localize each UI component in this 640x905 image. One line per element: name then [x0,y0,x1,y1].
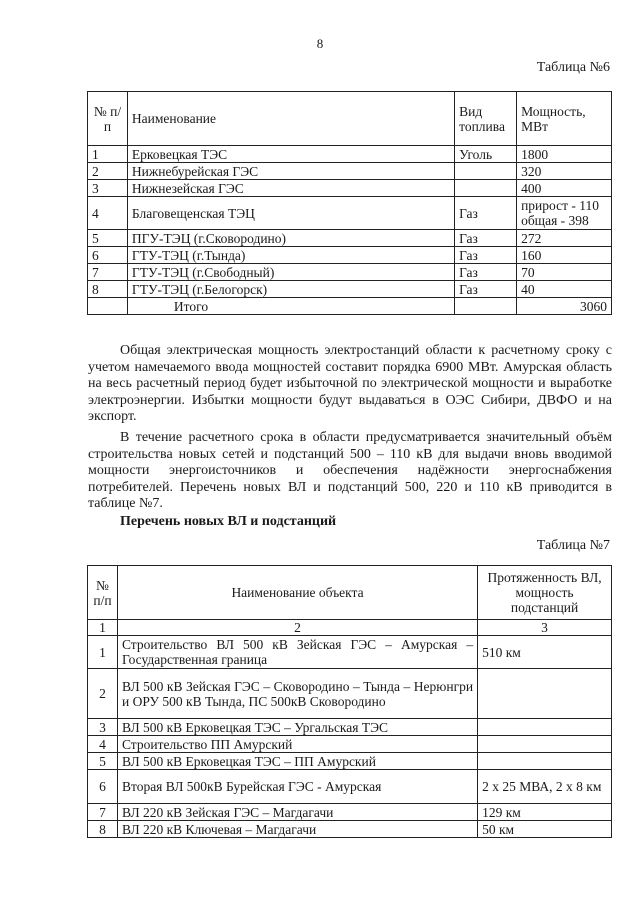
table6-header-name: Наименование [127,92,454,146]
table6-row [88,264,612,281]
table7-index-length: 3 [478,620,612,636]
table7-cell-length [478,669,612,719]
table6-cell-name: ГТУ-ТЭЦ (г.Свободный) [127,264,454,281]
table7-cell-name: Вторая ВЛ 500кВ Бурейская ГЭС - Амурская [117,770,477,804]
table7-index-row [88,620,612,636]
table7-cell-length [478,719,612,736]
table6-cell-power: 272 [517,230,612,247]
table6-header-fuel: Вид топлива [455,92,517,146]
table6-cell-name: Нижнезейская ГЭС [127,180,454,197]
table7-cell-num: 2 [88,669,118,719]
table7-cell-num: 4 [88,736,118,753]
table6-cell-name: ГТУ-ТЭЦ (г.Белогорск) [127,281,454,298]
table6-cell-num: 4 [88,197,128,230]
table6 [87,91,612,315]
table6-total-row [88,298,612,315]
table6-cell-power: 160 [517,247,612,264]
table7-row [88,736,612,753]
table7-row [88,669,612,719]
table6-row [88,281,612,298]
table6-cell-name: Ерковецкая ТЭС [127,146,454,163]
table7-caption: Таблица №7 [536,538,610,553]
table7-header-length: Протяженность ВЛ, мощность подстанций [478,566,612,620]
table6-cell-power: 320 [517,163,612,180]
section-heading: Перечень новых ВЛ и подстанций [120,514,337,529]
table6-header-row [88,92,612,146]
table6-row [88,180,612,197]
table6-cell-num: 8 [88,281,128,298]
table6-cell-power: 1800 [517,146,612,163]
table7-cell-length: 2 х 25 МВА, 2 х 8 км [478,770,612,804]
table6-cell-name: Нижнебурейская ГЭС [127,163,454,180]
table7-cell-num: 1 [88,636,118,669]
table6-header-power: Мощность, МВт [517,92,612,146]
table7-cell-num: 6 [88,770,118,804]
table7-cell-name: ВЛ 500 кВ Зейская ГЭС – Сковородино – Тында – Нерюнгри и ОРУ 500 кВ Тында, ПС 500кВ Сковородино [117,669,477,719]
table6-cell-fuel: Газ [455,247,517,264]
table7-row [88,719,612,736]
table7-cell-length: 510 км [478,636,612,669]
table7-cell-name: Строительство ВЛ 500 кВ Зейская ГЭС – Амурская – Государственная граница [117,636,477,669]
table6-cell-num: 2 [88,163,128,180]
table7-cell-num: 7 [88,804,118,821]
table7-cell-length [478,736,612,753]
table7-cell-length: 50 км [478,821,612,838]
table6-cell-fuel [455,163,517,180]
table6-cell-num: 3 [88,180,128,197]
table6-row [88,197,612,230]
table6-row [88,146,612,163]
table7-row [88,804,612,821]
table6-cell-name: Благовещенская ТЭЦ [127,197,454,230]
table6-cell-power: прирост - 110 общая - 398 [517,197,612,230]
table6-cell-num: 7 [88,264,128,281]
table6-cell-num: 6 [88,247,128,264]
table6-cell-power: 400 [517,180,612,197]
table7-cell-num: 5 [88,753,118,770]
table6-caption: Таблица №6 [536,60,610,75]
table6-cell-num: 5 [88,230,128,247]
table6-cell-fuel: Газ [455,230,517,247]
table7 [87,565,612,838]
paragraph-power-summary: Общая электрическая мощность электростанций области к расчетному сроку с учетом намечаемого ввода мощностей составит порядка 6900 МВт. Амурская область на весь расчетный период будет избыточной по электрической мощности и выработке электроэнергии. Избытки мощности будут выдаваться в ОЭС Сибири, ДВФО и на экспорт. [88,343,612,424]
table7-header-num: № п/п [88,566,118,620]
table7-cell-length [478,753,612,770]
table7-cell-name: Строительство ПП Амурский [117,736,477,753]
table6-row [88,247,612,264]
table7-index-num: 1 [88,620,118,636]
table7-cell-name: ВЛ 220 кВ Зейская ГЭС – Магдагачи [117,804,477,821]
table7-header-row [88,566,612,620]
table6-cell-fuel: Газ [455,197,517,230]
table6-row [88,163,612,180]
table7-row [88,770,612,804]
table6-cell-fuel [455,180,517,197]
table6-cell-power: 40 [517,281,612,298]
page-number: 8 [316,36,324,51]
table6-total-label: Итого [127,298,454,315]
table7-cell-num: 8 [88,821,118,838]
table6-cell-fuel: Уголь [455,146,517,163]
table7-cell-length: 129 км [478,804,612,821]
table7-cell-name: ВЛ 500 кВ Ерковецкая ТЭС – Ургальская ТЭС [117,719,477,736]
table6-cell-power: 70 [517,264,612,281]
table6-cell-num: 1 [88,146,128,163]
table7-index-name: 2 [117,620,477,636]
table7-cell-name: ВЛ 220 кВ Ключевая – Магдагачи [117,821,477,838]
table7-header-name: Наименование объекта [117,566,477,620]
table6-cell-name: ГТУ-ТЭЦ (г.Тында) [127,247,454,264]
table7-cell-num: 3 [88,719,118,736]
table7-cell-name: ВЛ 500 кВ Ерковецкая ТЭС – ПП Амурский [117,753,477,770]
table7-row [88,753,612,770]
table6-cell-name: ПГУ-ТЭЦ (г.Сковородино) [127,230,454,247]
table6-header-num: № п/п [88,92,128,146]
table7-row [88,821,612,838]
table6-total-value: 3060 [517,298,612,315]
table6-cell-fuel: Газ [455,281,517,298]
paragraph-network-construction: В течение расчетного срока в области предусматривается значительный объём строительства новых сетей и подстанций 500 – 110 кВ для выдачи вновь вводимой мощности энергоисточников и обеспечения надёжности энергоснабжения потребителей. Перечень новых ВЛ и подстанций 500, 220 и 110 кВ приводится в таблице №7. [88,430,612,511]
table6-row [88,230,612,247]
table6-cell-fuel: Газ [455,264,517,281]
table7-row [88,636,612,669]
